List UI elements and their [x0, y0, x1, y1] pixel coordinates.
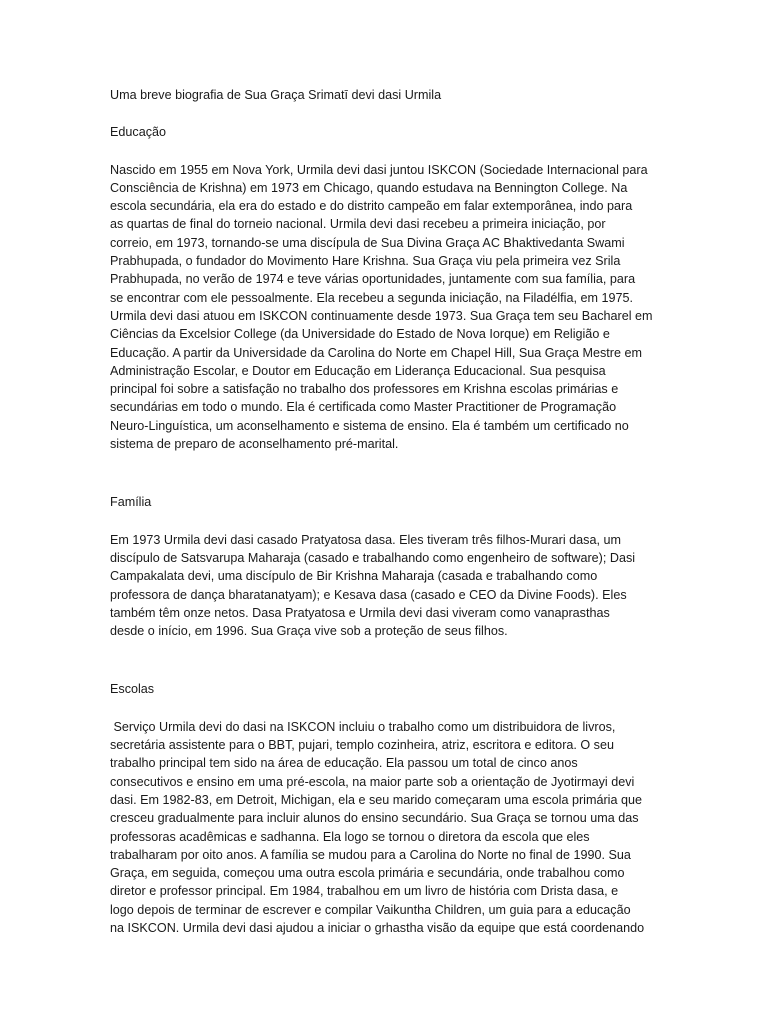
- paragraph-line: professora de dança bharatanatyam); e Kesava dasa (casado e CEO da Divine Foods). Eles: [110, 587, 627, 602]
- paragraph-line: trabalho principal tem sido na área de educação. Ela passou um total de cinco anos: [110, 756, 578, 771]
- paragraph-line: dasi. Em 1982-83, em Detroit, Michigan, ela e seu marido começaram uma escola primária que: [110, 792, 642, 807]
- section-heading-familia: Família: [110, 495, 152, 510]
- section-paragraph-educacao: [110, 161, 658, 454]
- paragraph-line: Prabhupada, no verão de 1974 e teve várias oportunidades, juntamente com sua família, para: [110, 272, 636, 287]
- paragraph-line: as quartas de final do torneio nacional. Urmila devi dasi recebeu a primeira iniciação, por: [110, 217, 606, 232]
- document-body: [110, 86, 658, 937]
- paragraph-line: Prabhupada, o fundador do Movimento Hare Krishna. Sua Graça viu pela primeira vez Srila: [110, 254, 621, 269]
- paragraph-line: se encontrar com ele pessoalmente. Ela recebeu a segunda iniciação, na Filadélfia, em 1975.: [110, 290, 633, 305]
- paragraph-line: também têm onze netos. Dasa Pratyatosa e Urmila devi dasi viveram como vanaprasthas: [110, 605, 610, 620]
- paragraph-line: cresceu gradualmente para incluir alunos do ensino secundário. Sua Graça se tornou uma das: [110, 811, 639, 826]
- paragraph-line: Em 1973 Urmila devi dasi casado Pratyatosa dasa. Eles tiveram três filhos-Murari dasa, um: [110, 532, 621, 547]
- paragraph-line: Graça, em seguida, começou uma outra escola primária e secundária, onde trabalhou como: [110, 866, 625, 881]
- paragraph-line: desde o início, em 1996. Sua Graça vive sob a proteção de seus filhos.: [110, 624, 508, 639]
- paragraph-line: sistema de preparo de aconselhamento pré-marital.: [110, 437, 399, 452]
- paragraph-line: Neuro-Linguística, um aconselhamento e sistema de ensino. Ela é também um certificado no: [110, 418, 629, 433]
- paragraph-line: Nascido em 1955 em Nova York, Urmila devi dasi juntou ISKCON (Sociedade Internacional para: [110, 162, 648, 177]
- paragraph-line: discípulo de Satsvarupa Maharaja (casado e trabalhando como engenheiro de software); Dasi: [110, 550, 636, 565]
- paragraph-line: Educação. A partir da Universidade da Carolina do Norte em Chapel Hill, Sua Graça Mestre em: [110, 345, 642, 360]
- section-heading-educacao: Educação: [110, 125, 167, 140]
- paragraph-line: principal foi sobre a satisfação no trabalho dos professores em Krishna escolas primárias e: [110, 382, 619, 397]
- paragraph-line: Administração Escolar, e Doutor em Educação em Liderança Educacional. Sua pesquisa: [110, 363, 606, 378]
- paragraph-line: Consciência de Krishna) em 1973 em Chicago, quando estudava na Bennington College. Na: [110, 180, 628, 195]
- section-heading-escolas: Escolas: [110, 682, 155, 697]
- paragraph-line: secundárias em todo o mundo. Ela é certificada como Master Practitioner de Programação: [110, 400, 617, 415]
- paragraph-line: trabalharam por oito anos. A família se mudou para a Carolina do Norte no final de 1990. Sua: [110, 847, 631, 862]
- paragraph-line: secretária assistente para o BBT, pujari, templo cozinheira, atriz, escritora e editora. O seu: [110, 738, 614, 753]
- paragraph-line: professoras acadêmicas e sadhanna. Ela logo se tornou o diretora da escola que eles: [110, 829, 590, 844]
- paragraph-line: diretor e professor principal. Em 1984, trabalhou em um livro de história com Drista dasa, e: [110, 884, 619, 899]
- paragraph-line: escola secundária, ela era do estado e do distrito campeão em falar extemporânea, indo para: [110, 199, 633, 214]
- paragraph-line: consecutivos e ensino em uma pré-escola, na maior parte sob a orientação de Jyotirmayi devi: [110, 774, 635, 789]
- paragraph-line: na ISKCON. Urmila devi dasi ajudou a iniciar o grhastha visão da equipe que está coordenando: [110, 920, 645, 935]
- section-paragraph-escolas: [110, 718, 658, 938]
- paragraph-line: logo depois de terminar de escrever e compilar Vaikuntha Children, um guia para a educação: [110, 902, 631, 917]
- paragraph-line: Ciências da Excelsior College (da Universidade do Estado de Nova Iorque) em Religião e: [110, 327, 610, 342]
- paragraph-line: Urmila devi dasi atuou em ISKCON continuamente desde 1973. Sua Graça tem seu Bacharel em: [110, 308, 653, 323]
- paragraph-line: Serviço Urmila devi do dasi na ISKCON incluiu o trabalho como um distribuidora de livros,: [110, 719, 616, 734]
- section-paragraph-familia: [110, 531, 658, 641]
- paragraph-line: correio, em 1973, tornando-se uma discípula de Sua Divina Graça AC Bhaktivedanta Swami: [110, 235, 625, 250]
- document-title: Uma breve biografia de Sua Graça Srimatī devi dasi Urmila: [110, 88, 442, 102]
- paragraph-line: Campakalata devi, uma discípulo de Bir Krishna Maharaja (casada e trabalhando como: [110, 569, 598, 584]
